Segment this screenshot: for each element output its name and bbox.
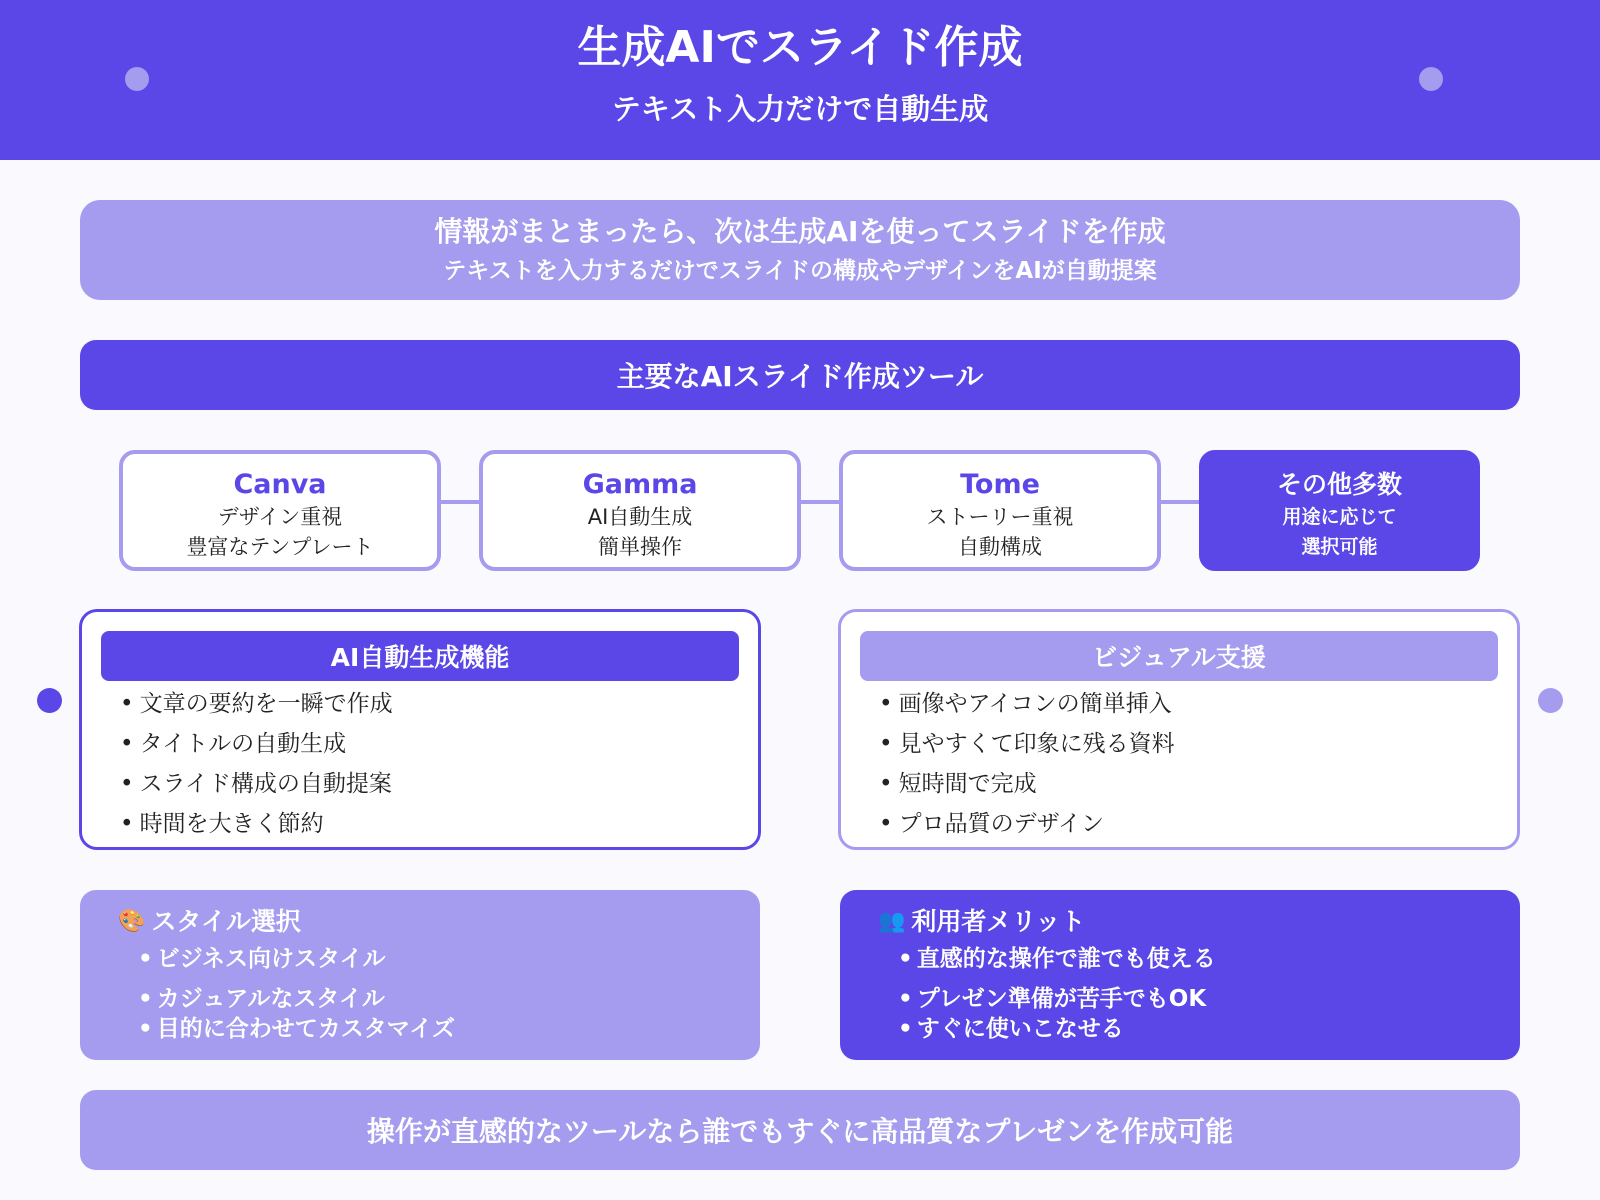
tool-name: その他多数 <box>1276 470 1402 499</box>
intro-banner <box>80 200 1520 300</box>
tools-section-title-text: 主要なAIスライド作成ツール <box>616 360 984 393</box>
list-item: • プレゼン準備が苦手でもOK <box>898 984 1216 1014</box>
list-item: • 文章の要約を一瞬で作成 <box>120 684 393 724</box>
tool-name: Gamma <box>582 469 698 500</box>
box-title-text: 利用者メリット <box>911 907 1086 936</box>
list-item: • ビジネス向けスタイル <box>138 944 455 974</box>
connector-line <box>800 500 840 504</box>
feature-list <box>879 684 1175 844</box>
connector-line <box>1160 500 1200 504</box>
feature-panel-title <box>860 631 1498 681</box>
tool-name: Tome <box>960 469 1040 500</box>
tool-card-gamma <box>479 450 801 571</box>
tools-section-title <box>80 340 1520 410</box>
header-banner <box>0 0 1600 160</box>
feature-panel-visual-support <box>838 609 1520 850</box>
box-list <box>898 944 1216 1044</box>
tool-card-others <box>1199 450 1480 571</box>
tool-desc: 自動構成 <box>958 535 1042 559</box>
decorative-dot-right <box>1538 688 1563 713</box>
decorative-dot-left <box>37 688 62 713</box>
tool-desc: AI自動生成 <box>587 505 693 529</box>
feature-panel-title <box>101 631 739 681</box>
list-item: • 目的に合わせてカスタマイズ <box>138 1014 455 1044</box>
list-item: • 見やすくて印象に残る資料 <box>879 724 1175 764</box>
box-title <box>118 904 301 940</box>
list-item: • プロ品質のデザイン <box>879 804 1175 844</box>
intro-line-2: テキストを入力するだけでスライドの構成やデザインをAIが自動提案 <box>443 258 1157 284</box>
list-item: • 短時間で完成 <box>879 764 1175 804</box>
list-item: • カジュアルなスタイル <box>138 984 455 1014</box>
tool-desc: 豊富なテンプレート <box>186 535 374 559</box>
tool-desc: 簡単操作 <box>598 535 682 559</box>
tool-desc: ストーリー重視 <box>926 505 1074 529</box>
footer-banner <box>80 1090 1520 1170</box>
tool-card-canva <box>119 450 441 571</box>
list-item: • スライド構成の自動提案 <box>120 764 393 804</box>
box-title <box>878 904 1085 940</box>
intro-line-1: 情報がまとまったら、次は生成AIを使ってスライドを作成 <box>434 215 1166 248</box>
tool-card-tome <box>839 450 1161 571</box>
feature-panel-title-text: AI自動生成機能 <box>330 643 510 672</box>
list-item: • 画像やアイコンの簡単挿入 <box>879 684 1175 724</box>
page-subtitle: テキスト入力だけで自動生成 <box>611 92 989 126</box>
list-item: • 時間を大きく節約 <box>120 804 393 844</box>
users-icon: 👥 <box>878 909 906 934</box>
box-list <box>138 944 455 1044</box>
feature-panel-ai-generation <box>79 609 761 850</box>
user-benefits-box <box>840 890 1520 1060</box>
tool-desc: 用途に応じて <box>1282 506 1397 528</box>
tool-desc: デザイン重視 <box>217 505 343 529</box>
page-title: 生成AIでスライド作成 <box>577 22 1023 73</box>
palette-icon: 🎨 <box>118 909 146 934</box>
tool-desc: 選択可能 <box>1301 536 1378 558</box>
feature-list <box>120 684 393 844</box>
tool-name: Canva <box>233 469 327 500</box>
connector-line <box>440 500 480 504</box>
list-item: • すぐに使いこなせる <box>898 1014 1216 1044</box>
feature-panel-title-text: ビジュアル支援 <box>1092 643 1266 672</box>
style-selection-box <box>80 890 760 1060</box>
footer-text: 操作が直感的なツールなら誰でもすぐに高品質なプレゼンを作成可能 <box>366 1115 1234 1148</box>
box-title-text: スタイル選択 <box>151 907 301 936</box>
list-item: • 直感的な操作で誰でも使える <box>898 944 1216 974</box>
list-item: • タイトルの自動生成 <box>120 724 393 764</box>
